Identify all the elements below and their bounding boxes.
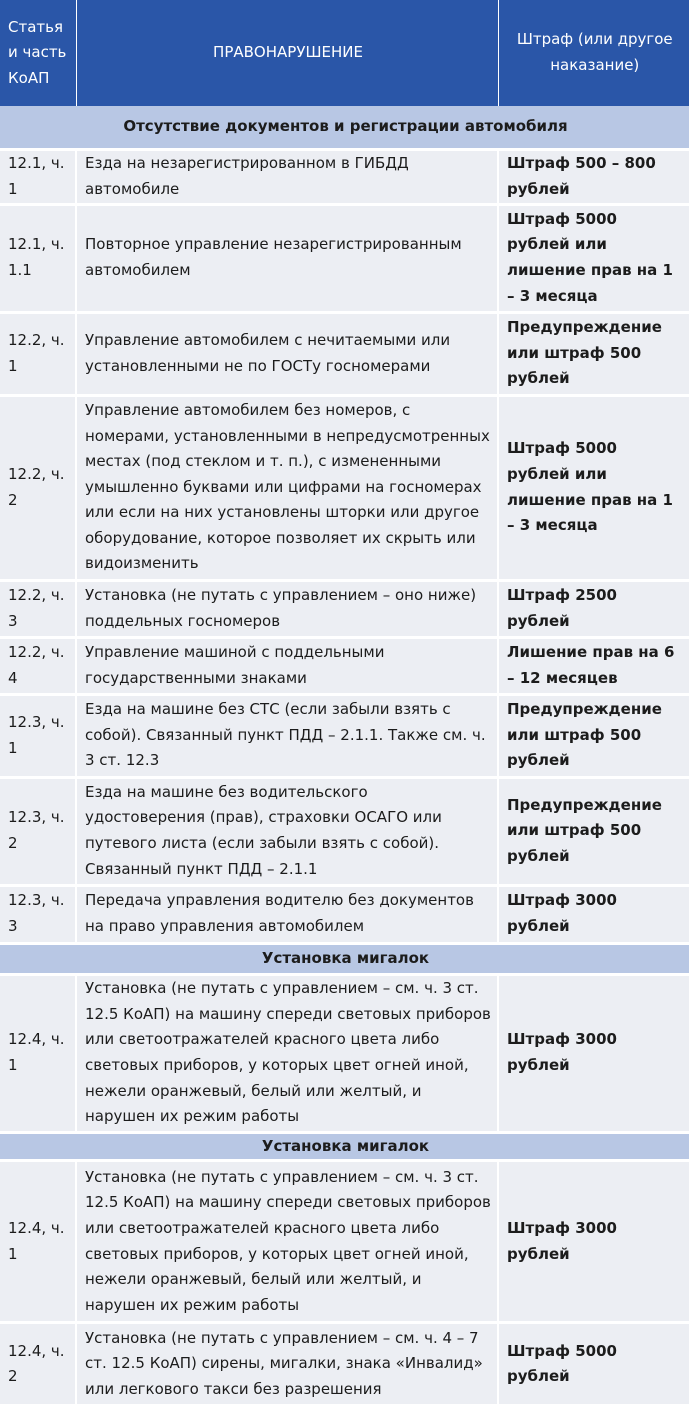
offense-cell: Езда на незарегистрированном в ГИБДД автомобиле [76, 149, 498, 204]
offense-cell: Повторное управление незарегистрированным автомобилем [76, 204, 498, 312]
article-cell: 12.3, ч. 1 [0, 694, 76, 777]
penalty-cell: Предупреждение или штраф 500 рублей [498, 312, 689, 395]
section-row [0, 943, 689, 974]
penalty-cell: Штраф 500 – 800 рублей [498, 149, 689, 204]
article-cell: 12.3, ч. 2 [0, 777, 76, 885]
penalty-cell: Штраф 5000 рублей или лишение прав на 1 – 3 месяца [498, 204, 689, 312]
offense-cell: Установка (не путать с управлением – см. ч. 3 ст. 12.5 КоАП) на машину спереди световых приборов или светоотражателей красного цвета либо световых приборов, у которых цвет огней иной, нежели оранжевый, белый или желтый, и нарушен их режим работы [76, 974, 498, 1132]
table-row [0, 312, 689, 395]
table-row [0, 1161, 689, 1323]
section-title: Отсутствие документов и регистрации автомобиля [0, 106, 689, 149]
offense-cell: Передача управления водителю без документов на право управления автомобилем [76, 885, 498, 943]
article-cell: 12.1, ч. 1 [0, 149, 76, 204]
article-cell: 12.4, ч. 1 [0, 974, 76, 1132]
table-row [0, 1323, 689, 1406]
header-penalty: Штраф (или другое наказание) [498, 0, 689, 106]
penalty-cell: Штраф 5000 рублей или лишение прав на 1 – 3 месяца [498, 395, 689, 580]
header-row [0, 0, 689, 106]
table-row [0, 637, 689, 694]
offense-cell: Езда на машине без водительского удостоверения (прав), страховки ОСАГО или путевого листа (если забыли взять с собой). Связанный пункт ПДД – 2.1.1 [76, 777, 498, 885]
offense-cell: Езда на машине без СТС (если забыли взять с собой). Связанный пункт ПДД – 2.1.1. Также см. ч. 3 ст. 12.3 [76, 694, 498, 777]
article-cell: 12.2, ч. 4 [0, 637, 76, 694]
penalty-cell: Предупреждение или штраф 500 рублей [498, 777, 689, 885]
header-offense: ПРАВОНАРУШЕНИЕ [76, 0, 498, 106]
section-row [0, 106, 689, 149]
section-title: Установка мигалок [0, 1132, 689, 1161]
article-cell: 12.2, ч. 1 [0, 312, 76, 395]
section-row [0, 1132, 689, 1161]
offense-cell: Установка (не путать с управлением – оно ниже) поддельных госномеров [76, 580, 498, 637]
penalty-cell: Штраф 3000 рублей [498, 1161, 689, 1323]
table-row [0, 974, 689, 1132]
offense-cell: Установка (не путать с управлением – см. ч. 4 – 7 ст. 12.5 КоАП) сирены, мигалки, знака «Инвалид» или легкового такси без разрешения [76, 1323, 498, 1406]
table-row [0, 694, 689, 777]
penalty-cell: Штраф 3000 рублей [498, 974, 689, 1132]
table-row [0, 395, 689, 580]
penalty-cell: Штраф 5000 рублей [498, 1323, 689, 1406]
article-cell: 12.2, ч. 3 [0, 580, 76, 637]
offense-cell: Управление машиной с поддельными государственными знаками [76, 637, 498, 694]
offense-cell: Установка (не путать с управлением – см. ч. 3 ст. 12.5 КоАП) на машину спереди световых приборов или светоотражателей красного цвета либо световых приборов, у которых цвет огней иной, нежели оранжевый, белый или желтый, и нарушен их режим работы [76, 1161, 498, 1323]
section-title: Установка мигалок [0, 943, 689, 974]
penalty-cell: Штраф 3000 рублей [498, 885, 689, 943]
header-article: Статья и часть КоАП [0, 0, 76, 106]
table-row [0, 777, 689, 885]
offense-cell: Управление автомобилем с нечитаемыми или установленными не по ГОСТу госномерами [76, 312, 498, 395]
penalty-cell: Штраф 2500 рублей [498, 580, 689, 637]
article-cell: 12.4, ч. 1 [0, 1161, 76, 1323]
article-cell: 12.3, ч. 3 [0, 885, 76, 943]
article-cell: 12.1, ч. 1.1 [0, 204, 76, 312]
penalty-cell: Предупреждение или штраф 500 рублей [498, 694, 689, 777]
table-row [0, 885, 689, 943]
penalty-cell: Лишение прав на 6 – 12 месяцев [498, 637, 689, 694]
table-row [0, 580, 689, 637]
table-row [0, 149, 689, 204]
table-row [0, 204, 689, 312]
article-cell: 12.4, ч. 2 [0, 1323, 76, 1406]
article-cell: 12.2, ч. 2 [0, 395, 76, 580]
offense-cell: Управление автомобилем без номеров, с номерами, установленными в непредусмотренных местах (под стеклом и т. п.), с измененными умышленно буквами или цифрами на госномерах или если на них установлены шторки или другое оборудование, которое позволяет их скрыть или видоизменить [76, 395, 498, 580]
